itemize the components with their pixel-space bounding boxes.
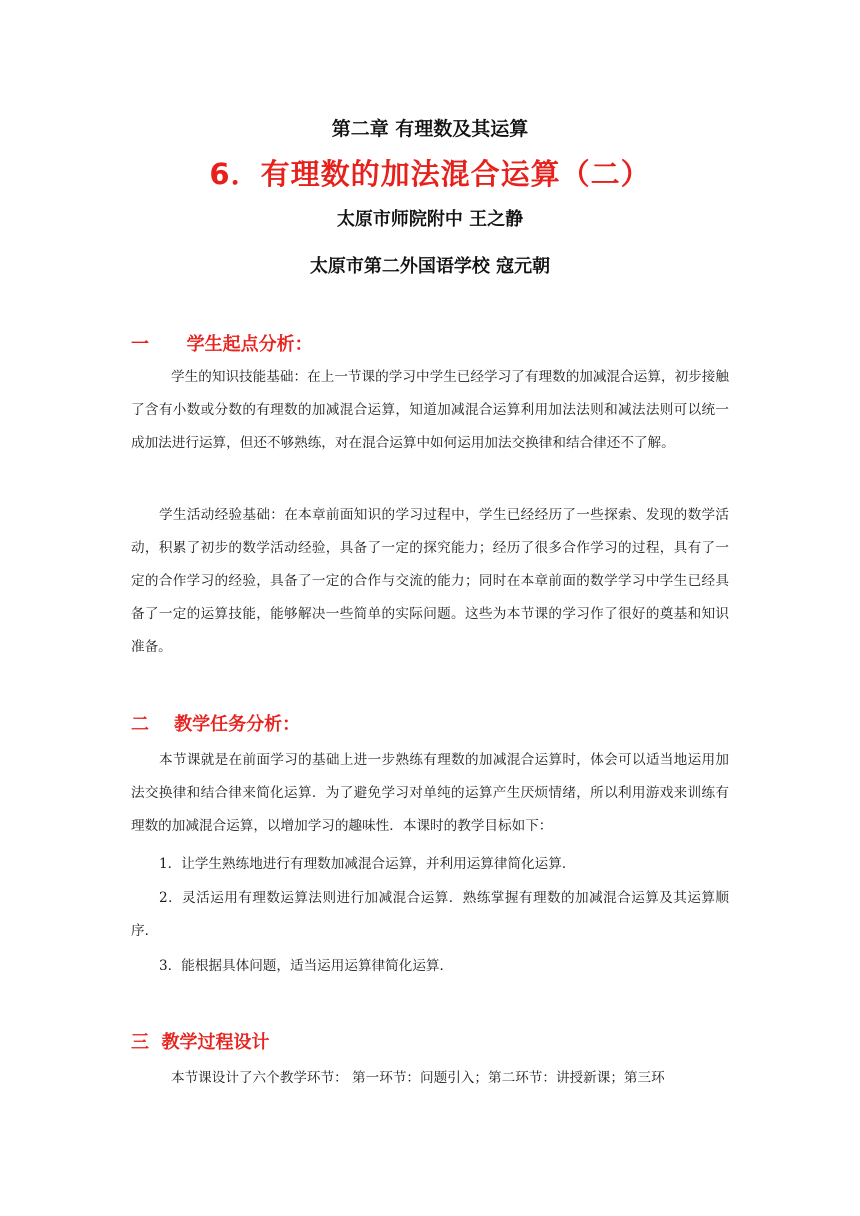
author-line-2: 太原市第二外国语学校 寇元朝	[309, 256, 551, 277]
section-heading-student-analysis: 一 学生起点分析：	[131, 334, 313, 355]
lesson-title: 6．有理数的加法混合运算（二）	[209, 157, 651, 191]
goal-item-2: 2．灵活运用有理数运算法则进行加减混合运算．熟练掌握有理数的加减混合运算及其运算顺序．	[131, 890, 729, 939]
section-heading-process-design: 三 教学过程设计	[131, 1032, 270, 1053]
paragraph-process-design: 本节课设计了六个教学环节： 第一环节：问题引入；第二环节：讲授新课；第三环	[171, 1070, 665, 1086]
goal-item-3: 3．能根据具体问题，适当运用运算律简化运算．	[159, 958, 454, 974]
paragraph-knowledge-basis: 学生的知识技能基础：在上一节课的学习中学生已经学习了有理数的加减混合运算，初步接触了含有小数或分数的有理数的加减混合运算，知道加减混合运算利用加法法则和减法法则可以统一成加法进行运算，但还不够熟练，对在混合运算中如何运用加法交换律和结合律还不了解。	[131, 369, 729, 451]
goal-item-1: 1．让学生熟练地进行有理数加减混合运算，并利用运算律简化运算．	[159, 856, 576, 872]
paragraph-experience-basis: 学生活动经验基础：在本章前面知识的学习过程中，学生已经经历了一些探索、发现的数学活动，积累了初步的数学活动经验，具备了一定的探究能力；经历了很多合作学习的过程，具有了一定的合作学习的经验，具备了一定的合作与交流的能力；同时在本章前面的数学学习中学生已经具备了一定的运算技能，能够解决一些简单的实际问题。这些为本节课的学习作了很好的奠基和知识准备。	[131, 507, 729, 655]
paragraph-task-analysis: 本节课就是在前面学习的基础上进一步熟练有理数的加减混合运算时，体会可以适当地运用加法交换律和结合律来简化运算．为了避免学习对单纯的运算产生厌烦情绪，所以利用游戏来训练有理数的加减混合运算，以增加学习的趣味性．本课时的教学目标如下：	[131, 752, 729, 834]
author-line-1: 太原市师院附中 王之静	[336, 209, 524, 230]
chapter-title: 第二章 有理数及其运算	[331, 118, 529, 140]
section-heading-task-analysis: 二 教学任务分析：	[131, 714, 301, 735]
